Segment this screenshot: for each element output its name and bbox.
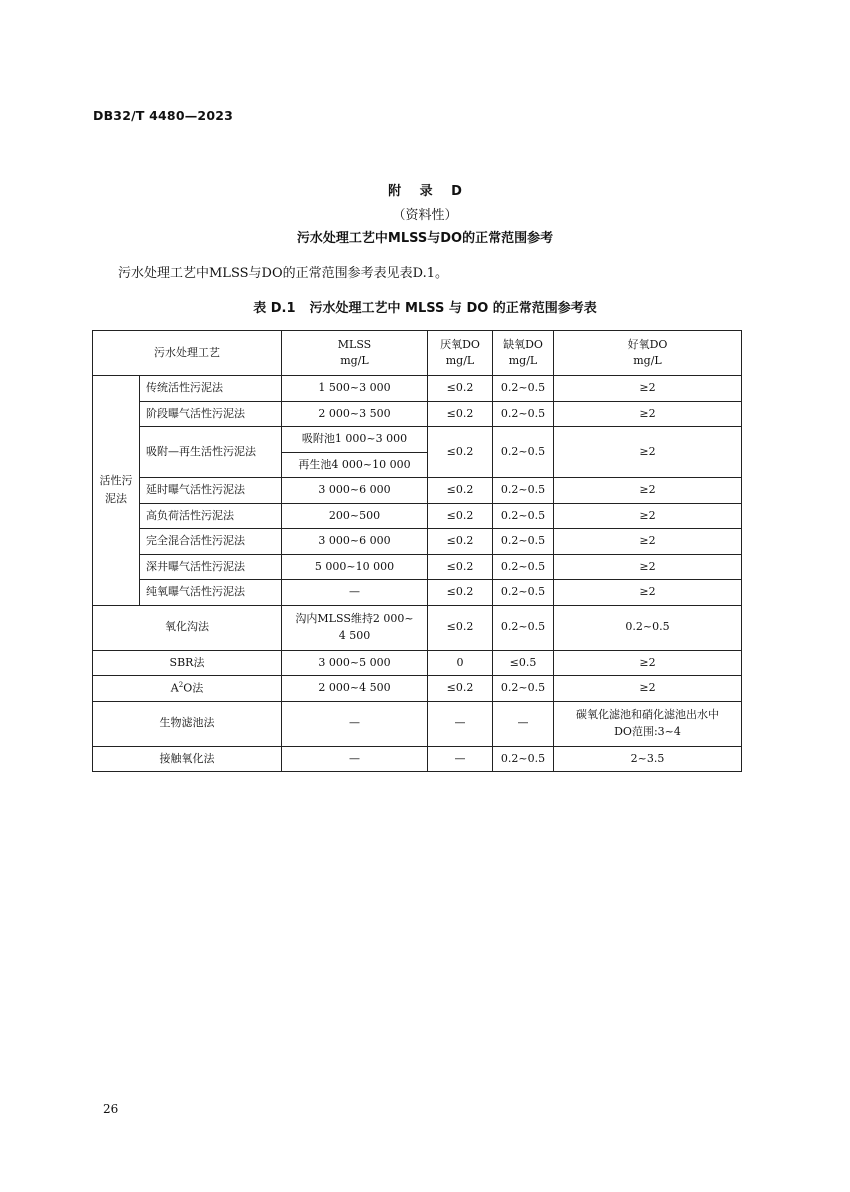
mlss-value-regeneration: 再生池4 000~10 000 <box>282 452 428 478</box>
process-name: 高负荷活性污泥法 <box>140 503 282 529</box>
table-row <box>93 554 742 580</box>
anoxic-value: 0.2~0.5 <box>493 376 554 402</box>
table-caption <box>0 297 850 316</box>
anoxic-value: 0.2~0.5 <box>493 401 554 427</box>
header-anoxic-do: 缺氧DO mg/L <box>493 331 554 376</box>
mlss-value: 1 500~3 000 <box>282 376 428 402</box>
aerobic-value: ≥2 <box>554 478 742 504</box>
aerobic-value: ≥2 <box>554 580 742 606</box>
anaerobic-value: ≤0.2 <box>428 427 493 478</box>
anaerobic-value: ≤0.2 <box>428 376 493 402</box>
header-anaerobic-do: 厌氧DO mg/L <box>428 331 493 376</box>
mlss-value: 200~500 <box>282 503 428 529</box>
anaerobic-value: ≤0.2 <box>428 503 493 529</box>
anaerobic-value: ≤0.2 <box>428 554 493 580</box>
mlss-value: 3 000~6 000 <box>282 529 428 555</box>
anaerobic-value: ≤0.2 <box>428 401 493 427</box>
table-row <box>93 427 742 453</box>
aerobic-value: ≥2 <box>554 401 742 427</box>
table-row <box>93 376 742 402</box>
table-row <box>93 580 742 606</box>
aerobic-value: ≥2 <box>554 676 742 702</box>
process-name: $A^2O$法 <box>93 676 282 702</box>
anaerobic-value: ≤0.2 <box>428 580 493 606</box>
aerobic-value: ≥2 <box>554 503 742 529</box>
process-name: 完全混合活性污泥法 <box>140 529 282 555</box>
anoxic-value: 0.2~0.5 <box>493 580 554 606</box>
table-row <box>93 529 742 555</box>
process-name: 延时曝气活性污泥法 <box>140 478 282 504</box>
process-name: 深井曝气活性污泥法 <box>140 554 282 580</box>
process-name: 阶段曝气活性污泥法 <box>140 401 282 427</box>
anoxic-value: 0.2~0.5 <box>493 605 554 650</box>
header-mlss: MLSS mg/L <box>282 331 428 376</box>
appendix-heading: 污水处理工艺中MLSS与DO的正常范围参考 <box>296 231 554 246</box>
aerobic-value: ≥2 <box>554 376 742 402</box>
anaerobic-value: ≤0.2 <box>428 529 493 555</box>
process-name: SBR法 <box>93 650 282 676</box>
anaerobic-value: ≤0.2 <box>428 605 493 650</box>
anoxic-value: 0.2~0.5 <box>493 746 554 772</box>
table-caption-number: 表 D.1 <box>253 301 296 316</box>
appendix-title: 附 录 D <box>388 184 462 199</box>
mlss-value: 5 000~10 000 <box>282 554 428 580</box>
mlss-value: 3 000~5 000 <box>282 650 428 676</box>
mlss-value: — <box>282 701 428 746</box>
table-row <box>93 701 742 746</box>
mlss-value: — <box>282 746 428 772</box>
table-row <box>93 746 742 772</box>
header-process: 污水处理工艺 <box>93 331 282 376</box>
table-row <box>93 650 742 676</box>
table-row <box>93 605 742 650</box>
intro-paragraph: 污水处理工艺中MLSS与DO的正常范围参考表见表D.1。 <box>118 266 448 281</box>
aerobic-value: 0.2~0.5 <box>554 605 742 650</box>
page-number: 26 <box>103 1102 119 1116</box>
table-row <box>93 676 742 702</box>
appendix-nature: （资料性） <box>392 208 458 223</box>
mlss-value-adsorption: 吸附池1 000~3 000 <box>282 427 428 453</box>
anoxic-value: 0.2~0.5 <box>493 478 554 504</box>
table-header-row <box>93 331 742 376</box>
table-caption-title: 污水处理工艺中 MLSS 与 DO 的正常范围参考表 <box>309 301 597 316</box>
anoxic-value: 0.2~0.5 <box>493 503 554 529</box>
mlss-value: — <box>282 580 428 606</box>
table-row <box>93 401 742 427</box>
aerobic-value: 2~3.5 <box>554 746 742 772</box>
process-name: 吸附—再生活性污泥法 <box>140 427 282 478</box>
anoxic-value: 0.2~0.5 <box>493 529 554 555</box>
anaerobic-value: ≤0.2 <box>428 478 493 504</box>
aerobic-value: 碳氧化滤池和硝化滤池出水中 DO范围:3~4 <box>554 701 742 746</box>
process-name: 氧化沟法 <box>93 605 282 650</box>
mlss-value: 3 000~6 000 <box>282 478 428 504</box>
anaerobic-value: — <box>428 746 493 772</box>
standard-code: DB32/T 4480—2023 <box>93 108 234 123</box>
table-row <box>93 503 742 529</box>
aerobic-value: ≥2 <box>554 427 742 478</box>
aerobic-value: ≥2 <box>554 650 742 676</box>
anoxic-value: 0.2~0.5 <box>493 676 554 702</box>
anaerobic-value: — <box>428 701 493 746</box>
anaerobic-value: ≤0.2 <box>428 676 493 702</box>
aerobic-value: ≥2 <box>554 529 742 555</box>
process-name: 纯氧曝气活性污泥法 <box>140 580 282 606</box>
process-name: 生物滤池法 <box>93 701 282 746</box>
mlss-value: 沟内MLSS维持2 000~ 4 500 <box>282 605 428 650</box>
anoxic-value: 0.2~0.5 <box>493 427 554 478</box>
mlss-value: 2 000~4 500 <box>282 676 428 702</box>
anoxic-value: 0.2~0.5 <box>493 554 554 580</box>
process-name: 接触氧化法 <box>93 746 282 772</box>
reference-table <box>92 330 742 772</box>
mlss-value: 2 000~3 500 <box>282 401 428 427</box>
anaerobic-value: 0 <box>428 650 493 676</box>
anoxic-value: — <box>493 701 554 746</box>
group-activated-sludge: 活性污 泥法 <box>93 376 140 606</box>
header-aerobic-do: 好氧DO mg/L <box>554 331 742 376</box>
table-row <box>93 478 742 504</box>
process-name: 传统活性污泥法 <box>140 376 282 402</box>
anoxic-value: ≤0.5 <box>493 650 554 676</box>
aerobic-value: ≥2 <box>554 554 742 580</box>
